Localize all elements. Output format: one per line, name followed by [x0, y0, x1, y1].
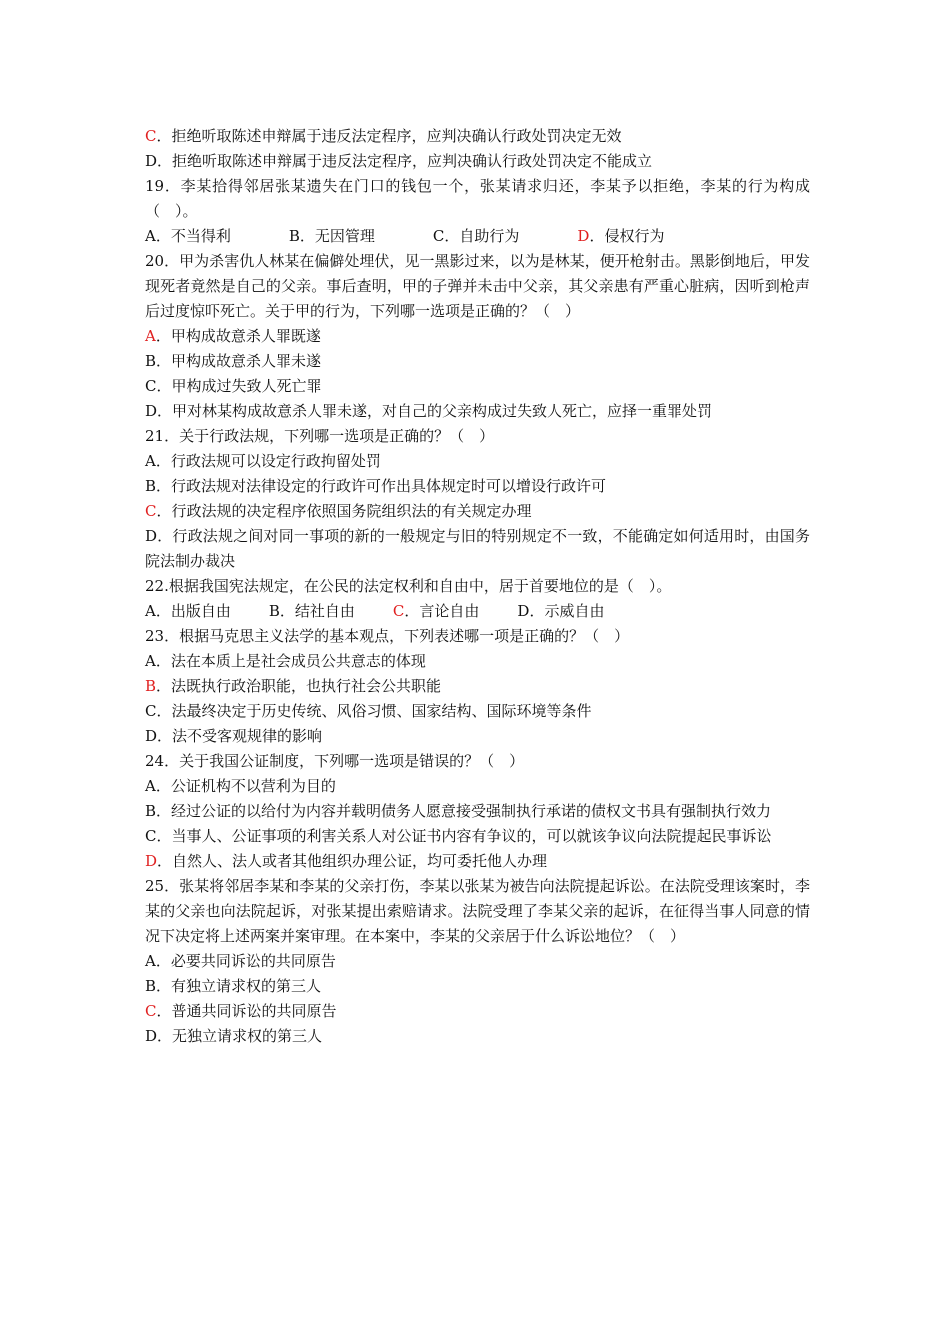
option-text: ．有独立请求权的第三人: [156, 977, 322, 995]
option-key: C: [145, 502, 157, 520]
option-key: B: [145, 477, 157, 495]
answer-option: [145, 674, 810, 699]
option-text: ．示威自由: [529, 602, 605, 620]
answer-option: [145, 449, 810, 474]
answer-option: [145, 974, 810, 999]
question-stem: 24．关于我国公证制度，下列哪一选项是错误的？（ ）: [145, 752, 525, 770]
answer-option: [145, 399, 810, 424]
answer-option: [289, 224, 375, 249]
answer-option: [145, 474, 810, 499]
option-text: ．无因管理: [299, 227, 375, 245]
option-text: ．言论自由: [404, 602, 480, 620]
answer-option: [145, 949, 810, 974]
option-key: C: [432, 227, 445, 245]
question-stem: 22.根据我国宪法规定，在公民的法定权利和自由中，居于首要地位的是（ ）。: [145, 577, 672, 595]
question-stem: 21．关于行政法规，下列哪一选项是正确的？（ ）: [145, 427, 495, 445]
option-key: C: [145, 377, 157, 395]
option-text: ．法既执行政治职能，也执行社会公共职能: [156, 677, 442, 695]
option-key: B: [145, 677, 157, 695]
option-text: ．出版自由: [155, 602, 231, 620]
answer-option: [269, 599, 355, 624]
answer-option: [145, 774, 810, 799]
option-text: ．普通共同诉讼的共同原告: [156, 1002, 337, 1020]
option-text: ．行政法规对法律设定的行政许可作出具体规定时可以增设行政许可: [156, 477, 607, 495]
option-text: ．甲对林某构成故意杀人罪未遂，对自己的父亲构成过失致人死亡，应择一重罪处罚: [157, 402, 713, 420]
option-text: ．拒绝听取陈述申辩属于违反法定程序，应判决确认行政处罚决定不能成立: [157, 152, 653, 170]
answer-option: [145, 524, 810, 574]
answer-option: [145, 224, 231, 249]
option-text: ．甲构成故意杀人罪未遂: [156, 352, 322, 370]
answer-option: [145, 699, 810, 724]
answer-option: [145, 374, 810, 399]
option-text: ．行政法规的决定程序依照国务院组织法的有关规定办理: [156, 502, 532, 520]
option-key: D: [145, 1027, 158, 1045]
question-stem: 25．张某将邻居李某和李某的父亲打伤，李某以张某为被告向法院提起诉讼。在法院受理该案时，李某的父亲也向法院起诉，对张某提出索赔请求。法院受理了李某父亲的起诉，在征得当事人同意的情况下决定将上述两案并案审理。在本案中，李某的父亲居于什么诉讼地位？（ ）: [145, 877, 810, 945]
option-text: ．行政法规之间对同一事项的新的一般规定与旧的特别规定不一致，不能确定如何适用时，由国务院法制办裁决: [145, 527, 810, 570]
answer-option: [433, 224, 520, 249]
answer-option: [145, 999, 810, 1024]
option-text: ．法最终决定于历史传统、风俗习惯、国家结构、国际环境等条件: [156, 702, 592, 720]
option-key: D: [145, 402, 158, 420]
answer-option-row: [145, 224, 810, 249]
question-stem: 20．甲为杀害仇人林某在偏僻处埋伏，见一黑影过来，以为是林某，便开枪射击。黑影倒地后，甲发现死者竟然是自己的父亲。事后查明，甲的子弹并未击中父亲，其父亲患有严重心脏病，因听到枪声后过度惊吓死亡。关于甲的行为，下列哪一选项是正确的？（ ）: [145, 252, 810, 320]
answer-option: [145, 124, 810, 149]
option-text: ．经过公证的以给付为内容并载明债务人愿意接受强制执行承诺的债权文书具有强制执行效力: [156, 802, 772, 820]
option-key: C: [145, 827, 157, 845]
answer-option: [145, 649, 810, 674]
option-key: D: [145, 527, 158, 545]
option-key: A: [145, 777, 156, 795]
answer-option: [145, 499, 810, 524]
answer-option: [145, 849, 810, 874]
option-key: C: [145, 702, 157, 720]
option-text: ．必要共同诉讼的共同原告: [155, 952, 336, 970]
option-key: D: [145, 152, 158, 170]
answer-option: [145, 799, 810, 824]
answer-option: [145, 824, 810, 849]
option-key: A: [145, 452, 156, 470]
answer-option: [517, 599, 604, 624]
option-key: D: [577, 227, 590, 245]
option-text: ．不当得利: [155, 227, 231, 245]
option-text: ．无独立请求权的第三人: [157, 1027, 323, 1045]
option-text: ．自助行为: [444, 227, 520, 245]
option-key: C: [145, 1002, 157, 1020]
question-stem: 19．李某拾得邻居张某遗失在门口的钱包一个，张某请求归还，李某予以拒绝，李某的行为构成（ ）。: [145, 177, 810, 220]
option-key: B: [288, 227, 300, 245]
document-page: [145, 124, 810, 1049]
option-key: D: [145, 852, 158, 870]
answer-option: [145, 324, 810, 349]
answer-option: [145, 599, 231, 624]
option-key: C: [392, 602, 405, 620]
option-text: ．拒绝听取陈述申辩属于违反法定程序，应判决确认行政处罚决定无效: [156, 127, 622, 145]
option-key: A: [145, 952, 156, 970]
option-key: A: [145, 652, 156, 670]
option-text: ．行政法规可以设定行政拘留处罚: [155, 452, 381, 470]
option-text: ．自然人、法人或者其他组织办理公证，均可委托他人办理: [157, 852, 548, 870]
option-key: B: [268, 602, 280, 620]
answer-option: [145, 1024, 810, 1049]
option-key: A: [145, 327, 156, 345]
option-key: D: [145, 727, 158, 745]
answer-option: [145, 724, 810, 749]
option-text: ．法不受客观规律的影响: [157, 727, 323, 745]
answer-option: [145, 149, 810, 174]
option-key: B: [145, 802, 157, 820]
option-text: ．当事人、公证事项的利害关系人对公证书内容有争议的，可以就该争议向法院提起民事诉讼: [156, 827, 772, 845]
option-text: ．法在本质上是社会成员公共意志的体现: [155, 652, 426, 670]
answer-option: [577, 224, 664, 249]
answer-option-row: [145, 599, 810, 624]
option-key: B: [145, 977, 157, 995]
option-text: ．公证机构不以营利为目的: [155, 777, 336, 795]
option-text: ．结社自由: [279, 602, 355, 620]
option-key: B: [145, 352, 157, 370]
answer-option: [145, 349, 810, 374]
answer-option: [393, 599, 480, 624]
option-key: C: [145, 127, 157, 145]
option-text: ．甲构成故意杀人罪既遂: [155, 327, 321, 345]
option-key: A: [145, 602, 156, 620]
option-key: A: [145, 227, 156, 245]
option-text: ．侵权行为: [589, 227, 665, 245]
option-key: D: [517, 602, 530, 620]
option-text: ．甲构成过失致人死亡罪: [156, 377, 322, 395]
question-stem: 23．根据马克思主义法学的基本观点，下列表述哪一项是正确的？（ ）: [145, 627, 630, 645]
